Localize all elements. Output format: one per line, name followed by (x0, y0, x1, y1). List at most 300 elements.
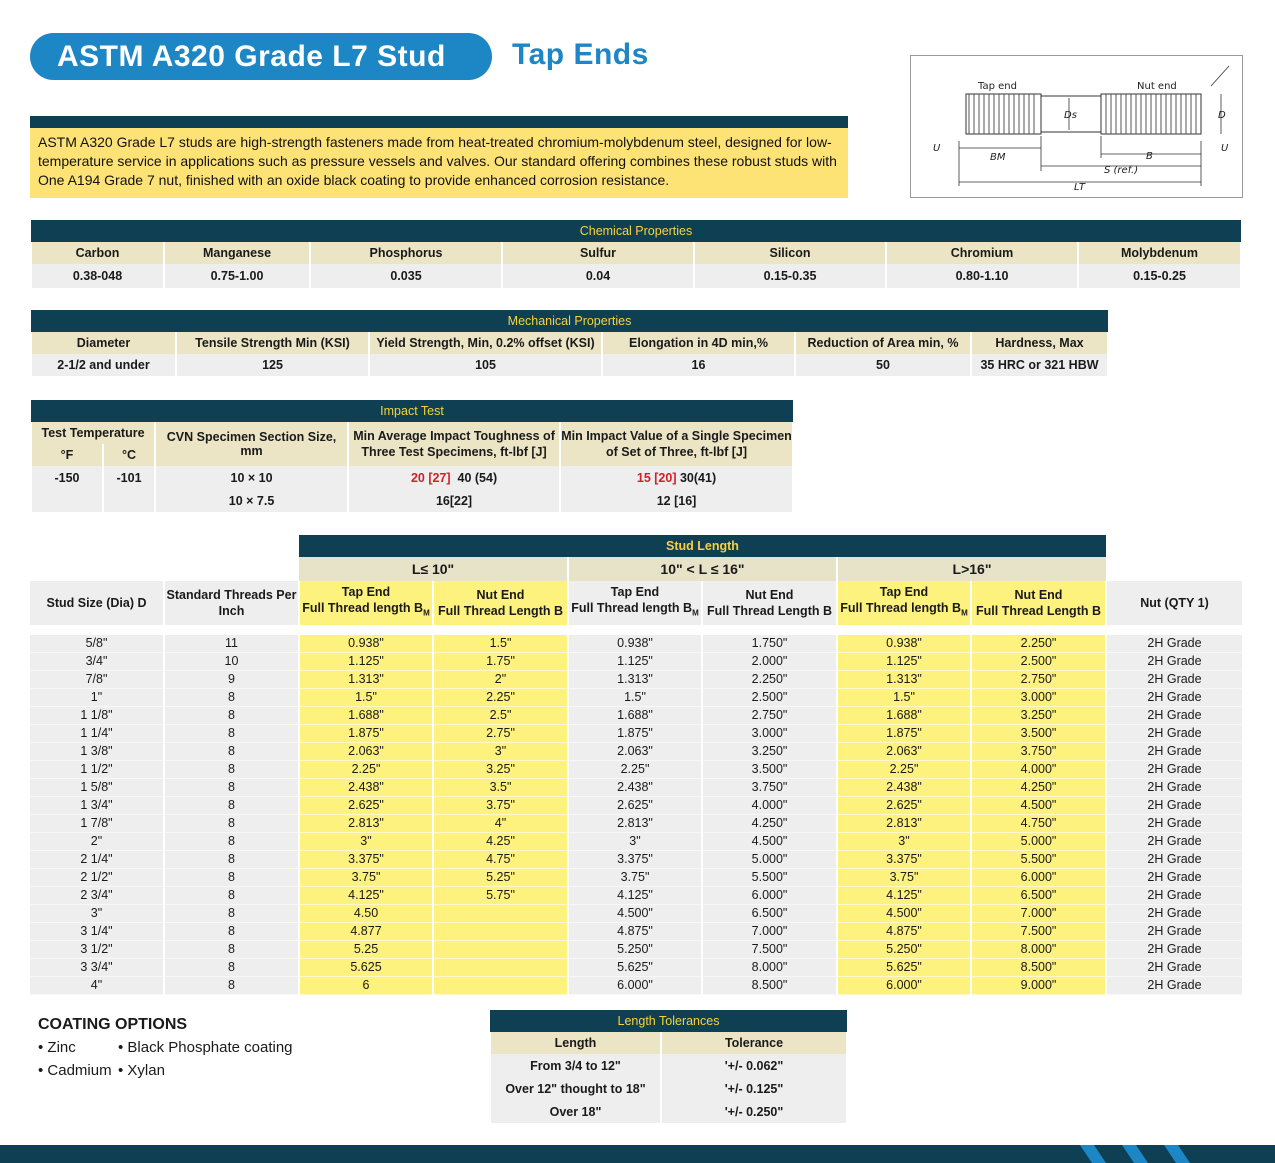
impact-size: 10 × 7.5 (155, 490, 348, 512)
impact-table (30, 400, 794, 512)
tol-value: '+/- 0.125" (661, 1077, 847, 1100)
stud-cell: 8 (164, 977, 299, 995)
stud-cell: 4" (433, 815, 568, 833)
stud-cell: 2.250" (702, 671, 837, 689)
tap-label: Tap End (879, 585, 929, 600)
stud-cell: 3" (837, 833, 971, 851)
stud-cell: 4.000" (971, 761, 1106, 779)
d-label: D (1218, 110, 1226, 121)
stud-cell: 2.000" (702, 653, 837, 671)
stud-cell: 2H Grade (1106, 653, 1242, 671)
chem-header: Chromium (886, 242, 1078, 264)
page-title: ASTM A320 Grade L7 Stud (30, 33, 492, 80)
tap-end-header (568, 581, 702, 625)
tol-length: Over 12" thought to 18" (490, 1077, 661, 1100)
f-header: °F (31, 444, 103, 466)
tap-end-label: Tap end (978, 81, 1017, 92)
stud-cell: 1.688" (568, 707, 702, 725)
stud-cell: 2H Grade (1106, 689, 1242, 707)
stud-cell: 2 3/4" (30, 887, 164, 905)
stud-cell: 3.75" (299, 869, 433, 887)
mech-header: Diameter (31, 332, 176, 354)
stud-cell: 3.5" (433, 779, 568, 797)
stud-cell: 2.438" (568, 779, 702, 797)
stud-cell: 2.063" (837, 743, 971, 761)
nut-end-header (971, 581, 1106, 625)
stud-cell: 3.75" (837, 869, 971, 887)
blank-cell (30, 535, 299, 557)
stud-cell: 5.625" (837, 959, 971, 977)
stud-cell: 1" (30, 689, 164, 707)
stud-cell: 5.250" (837, 941, 971, 959)
stud-cell: 4.877 (299, 923, 433, 941)
stud-cell: 2.625" (299, 797, 433, 815)
stud-cell: 2.25" (433, 689, 568, 707)
nut-end-header (433, 581, 568, 625)
stud-cell: 3.500" (702, 761, 837, 779)
mech-header: Hardness, Max (971, 332, 1108, 354)
chemical-title: Chemical Properties (579, 224, 693, 238)
stud-cell: 8 (164, 887, 299, 905)
tol-value: '+/- 0.062" (661, 1054, 847, 1077)
stud-cell: 7.000" (702, 923, 837, 941)
min-single-header: Min Impact Value of a Single Specimen of Set of Three, ft-lbf [J] (560, 422, 793, 466)
impact-empty (103, 490, 155, 512)
stud-cell: 0.938" (568, 635, 702, 653)
chem-value: 0.04 (502, 264, 694, 288)
stud-cell: 6.000" (568, 977, 702, 995)
stud-cell: 3 1/4" (30, 923, 164, 941)
mech-value: 16 (602, 354, 795, 376)
mech-value: 35 HRC or 321 HBW (971, 354, 1108, 376)
lt-label: LT (1074, 182, 1086, 193)
stud-cell: 3.75" (433, 797, 568, 815)
stud-cell: 5.75" (433, 887, 568, 905)
tap-label: Tap End (610, 585, 660, 600)
stud-cell: 0.938" (299, 635, 433, 653)
stud-cell: 1.5" (299, 689, 433, 707)
stud-cell: 8 (164, 725, 299, 743)
tol-length: Over 18" (490, 1100, 661, 1123)
stud-cell: 1 1/8" (30, 707, 164, 725)
stud-cell: 1.313" (568, 671, 702, 689)
stud-cell: 2H Grade (1106, 959, 1242, 977)
stud-cell: 5.000" (971, 833, 1106, 851)
chem-header: Phosphorus (310, 242, 502, 264)
stud-cell: 2H Grade (1106, 977, 1242, 995)
stud-cell: 4.75" (433, 851, 568, 869)
stud-cell: 9 (164, 671, 299, 689)
group-header: L≤ 10" (299, 557, 568, 581)
table-row (30, 923, 1242, 941)
stud-cell: 8 (164, 941, 299, 959)
stud-cell: 1.688" (299, 707, 433, 725)
u-left-label: U (933, 143, 941, 154)
chem-value: 0.15-0.35 (694, 264, 886, 288)
test-temp-header: Test Temperature (31, 422, 155, 444)
stud-cell: 2.813" (299, 815, 433, 833)
stud-title: Stud Length (299, 535, 1106, 557)
tap-subscript: M (961, 608, 968, 618)
mechanical-table (30, 310, 1109, 376)
stud-cell: 3.375" (568, 851, 702, 869)
ds-label: Ds (1064, 110, 1077, 121)
stud-cell: 4.125" (837, 887, 971, 905)
stud-cell: 2" (433, 671, 568, 689)
table-row (30, 743, 1242, 761)
stud-cell: 3.25" (433, 761, 568, 779)
stud-cell: 5.000" (702, 851, 837, 869)
stud-cell: 3" (568, 833, 702, 851)
stud-cell: 1 1/4" (30, 725, 164, 743)
nut-sub-label: Full Thread Length B (976, 604, 1101, 618)
stud-cell: 1 3/4" (30, 797, 164, 815)
stud-cell: 2H Grade (1106, 923, 1242, 941)
mech-value: 50 (795, 354, 971, 376)
stud-cell: 2.625" (837, 797, 971, 815)
stud-cell: 2H Grade (1106, 743, 1242, 761)
stud-cell: 1.5" (568, 689, 702, 707)
stud-cell: 6.500" (702, 905, 837, 923)
nut-sub-label: Full Thread Length B (707, 604, 832, 618)
table-row (30, 797, 1242, 815)
stud-cell: 2.813" (837, 815, 971, 833)
stud-cell: 3" (433, 743, 568, 761)
stud-cell: 2.5" (433, 707, 568, 725)
stud-cell: 1 5/8" (30, 779, 164, 797)
tap-end-header (299, 581, 433, 625)
coating-item: • Cadmium (38, 1062, 112, 1079)
chevron-icon (1080, 1145, 1210, 1163)
stud-cell: 8 (164, 905, 299, 923)
stud-cell: 2.625" (568, 797, 702, 815)
stud-cell: 4.50 (299, 905, 433, 923)
stud-cell: 5.500" (971, 851, 1106, 869)
stud-cell: 2.063" (568, 743, 702, 761)
stud-cell: 5.25" (433, 869, 568, 887)
footer-bar (0, 1145, 1275, 1163)
stud-cell: 8.000" (971, 941, 1106, 959)
coating-item: • Xylan (118, 1062, 165, 1079)
coating-item: • Black Phosphate coating (118, 1039, 293, 1056)
nut-end-label: Nut end (1137, 81, 1177, 92)
tol-value: '+/- 0.250" (661, 1100, 847, 1123)
nut-end-header (702, 581, 837, 625)
stud-cell: 7.500" (971, 923, 1106, 941)
stud-cell: 4.500" (971, 797, 1106, 815)
stud-cell: 2H Grade (1106, 797, 1242, 815)
chem-header: Molybdenum (1078, 242, 1241, 264)
coating-options (38, 1013, 293, 1082)
stud-cell: 11 (164, 635, 299, 653)
stud-cell: 3" (30, 905, 164, 923)
tol-header: Length (490, 1032, 661, 1054)
table-row (30, 779, 1242, 797)
stud-cell: 1.750" (702, 635, 837, 653)
stud-cell: 2.438" (299, 779, 433, 797)
stud-cell: 2H Grade (1106, 905, 1242, 923)
stud-cell: 8.500" (971, 959, 1106, 977)
tol-length: From 3/4 to 12" (490, 1054, 661, 1077)
stud-cell: 1.313" (837, 671, 971, 689)
stud-cell: 8 (164, 689, 299, 707)
chem-value: 0.15-0.25 (1078, 264, 1241, 288)
nut-label: Nut End (476, 588, 525, 602)
stud-cell: 2 1/4" (30, 851, 164, 869)
table-row (30, 941, 1242, 959)
stud-diagram (910, 55, 1243, 198)
table-row (30, 815, 1242, 833)
group-header: 10" < L ≤ 16" (568, 557, 837, 581)
stud-cell: 8.500" (702, 977, 837, 995)
stud-cell: 1.75" (433, 653, 568, 671)
tap-sub-label: Full Thread length B (302, 601, 424, 616)
c-header: °C (103, 444, 155, 466)
stud-cell: 1.5" (837, 689, 971, 707)
stud-cell (433, 977, 568, 995)
stud-cell: 2H Grade (1106, 761, 1242, 779)
stud-cell: 2H Grade (1106, 725, 1242, 743)
stud-cell: 5.250" (568, 941, 702, 959)
stud-cell: 6.500" (971, 887, 1106, 905)
stud-cell: 8 (164, 869, 299, 887)
tap-label: Tap End (341, 585, 391, 600)
stud-cell: 1.125" (837, 653, 971, 671)
stud-cell: 2H Grade (1106, 869, 1242, 887)
stud-cell: 6 (299, 977, 433, 995)
stud-drawing (911, 56, 1242, 197)
stud-cell: 8 (164, 707, 299, 725)
table-row (30, 959, 1242, 977)
stud-cell: 2H Grade (1106, 833, 1242, 851)
stud-cell: 5/8" (30, 635, 164, 653)
stud-cell: 2.438" (837, 779, 971, 797)
stud-cell: 8 (164, 815, 299, 833)
stud-cell: 4.000" (702, 797, 837, 815)
tap-sub-label: Full Thread length B (571, 601, 693, 616)
stud-cell: 4.750" (971, 815, 1106, 833)
blank-cell (30, 557, 299, 581)
stud-cell: 2.25" (299, 761, 433, 779)
stud-cell: 8 (164, 923, 299, 941)
stud-cell: 4.500" (837, 905, 971, 923)
description: ASTM A320 Grade L7 studs are high-strength fasteners made from heat-treated chromium-molybdenum steel, designed for low-temperature service in applications such as pressure vessels and valves. Our standard offering combines these robust studs with One A194 Grade 7 nut, finished with an oxide black coating to provide enhanced corrosion resistance. (30, 128, 848, 198)
blank-cell (1106, 557, 1242, 581)
stud-cell: 8 (164, 761, 299, 779)
table-row (30, 977, 1242, 995)
stud-cell: 1 7/8" (30, 815, 164, 833)
stud-cell: 5.625" (568, 959, 702, 977)
impact-size: 10 × 10 (155, 466, 348, 490)
stud-cell: 4.875" (568, 923, 702, 941)
stud-cell: 3.000" (971, 689, 1106, 707)
stud-cell: 8 (164, 743, 299, 761)
stud-cell (433, 959, 568, 977)
stud-cell: 2.063" (299, 743, 433, 761)
tap-subscript: M (423, 608, 430, 618)
table-row (30, 707, 1242, 725)
stud-cell: 3.000" (702, 725, 837, 743)
page-subtitle: Tap Ends (512, 38, 649, 71)
impact-empty (31, 490, 103, 512)
stud-cell: 9.000" (971, 977, 1106, 995)
impact-avg (348, 466, 560, 490)
chem-header: Silicon (694, 242, 886, 264)
stud-cell: 5.625 (299, 959, 433, 977)
stud-cell: 7.000" (971, 905, 1106, 923)
stud-cell: 3.375" (299, 851, 433, 869)
stud-cell: 2.750" (702, 707, 837, 725)
chem-value: 0.035 (310, 264, 502, 288)
stud-cell (433, 923, 568, 941)
col-threads-header: Standard Threads Per Inch (164, 581, 299, 625)
stud-cell: 1.688" (837, 707, 971, 725)
stud-cell: 7/8" (30, 671, 164, 689)
table-row (30, 689, 1242, 707)
stud-cell: 4.25" (433, 833, 568, 851)
stud-cell: 2.813" (568, 815, 702, 833)
stud-cell: 3 1/2" (30, 941, 164, 959)
stud-cell: 3.75" (568, 869, 702, 887)
tap-subscript: M (692, 608, 699, 618)
impact-avg: 16[22] (348, 490, 560, 512)
chem-header: Manganese (164, 242, 310, 264)
stud-cell: 2H Grade (1106, 635, 1242, 653)
nut-label: Nut End (745, 588, 794, 602)
table-row (30, 905, 1242, 923)
chemical-table (30, 220, 1242, 288)
stud-cell: 10 (164, 653, 299, 671)
mech-header: Yield Strength, Min, 0.2% offset (KSI) (369, 332, 602, 354)
stud-cell: 7.500" (702, 941, 837, 959)
stud-cell: 3/4" (30, 653, 164, 671)
impact-f: -150 (31, 466, 103, 490)
spacer-row (30, 625, 1242, 635)
impact-single: 12 [16] (560, 490, 793, 512)
chem-value: 0.80-1.10 (886, 264, 1078, 288)
stud-cell: 2.25" (568, 761, 702, 779)
tap-end-header (837, 581, 971, 625)
chem-header: Sulfur (502, 242, 694, 264)
bm-label: BM (990, 152, 1006, 163)
stud-cell: 4.875" (837, 923, 971, 941)
stud-cell: 8.000" (702, 959, 837, 977)
stud-cell: 2.500" (971, 653, 1106, 671)
stud-cell: 2H Grade (1106, 887, 1242, 905)
stud-cell: 6.000" (971, 869, 1106, 887)
stud-cell: 4.250" (702, 815, 837, 833)
s-label: S (ref.) (1104, 165, 1139, 176)
stud-cell: 2.750" (971, 671, 1106, 689)
b-label: B (1146, 151, 1153, 162)
stud-cell: 5.25 (299, 941, 433, 959)
chem-value: 0.75-1.00 (164, 264, 310, 288)
mech-value: 125 (176, 354, 369, 376)
stud-cell: 1.5" (433, 635, 568, 653)
stud-cell: 2H Grade (1106, 779, 1242, 797)
blank-cell (1106, 535, 1242, 557)
u-right-label: U (1221, 143, 1229, 154)
stud-cell: 6.000" (837, 977, 971, 995)
stud-cell (433, 941, 568, 959)
stud-cell (433, 905, 568, 923)
stud-cell: 2H Grade (1106, 851, 1242, 869)
stud-cell: 2H Grade (1106, 941, 1242, 959)
nut-label: Nut End (1014, 588, 1063, 602)
stud-cell: 4.500" (568, 905, 702, 923)
coating-item: • Zinc (38, 1039, 76, 1056)
stud-cell: 2.75" (433, 725, 568, 743)
stud-cell: 2.500" (702, 689, 837, 707)
tol-header: Tolerance (661, 1032, 847, 1054)
stud-cell: 1 3/8" (30, 743, 164, 761)
stud-cell: 1 1/2" (30, 761, 164, 779)
table-row (30, 869, 1242, 887)
table-row (30, 851, 1242, 869)
stud-cell: 5.500" (702, 869, 837, 887)
stud-cell: 8 (164, 779, 299, 797)
tolerance-title: Length Tolerances (617, 1014, 720, 1028)
table-row (30, 653, 1242, 671)
table-row (30, 761, 1242, 779)
stud-cell: 8 (164, 797, 299, 815)
stud-cell: 3.750" (702, 779, 837, 797)
impact-single (560, 466, 793, 490)
stud-cell: 3" (299, 833, 433, 851)
stud-cell: 8 (164, 851, 299, 869)
impact-single-metric: 15 [20] (636, 471, 677, 485)
stud-cell: 1.875" (299, 725, 433, 743)
table-row (30, 833, 1242, 851)
col-nut-header: Nut (QTY 1) (1106, 581, 1242, 625)
impact-avg-metric: 20 [27] (410, 471, 451, 485)
impact-avg-value: 40 (54) (457, 471, 498, 485)
mech-header: Tensile Strength Min (KSI) (176, 332, 369, 354)
stud-rows (30, 635, 1242, 995)
stud-cell: 3.250" (702, 743, 837, 761)
mech-header: Reduction of Area min, % (795, 332, 971, 354)
stud-cell: 6.000" (702, 887, 837, 905)
chem-header: Carbon (31, 242, 164, 264)
tolerance-table (489, 1010, 848, 1123)
chem-value: 0.38-048 (31, 264, 164, 288)
stud-cell: 1.125" (568, 653, 702, 671)
stud-cell: 2" (30, 833, 164, 851)
mech-header: Elongation in 4D min,% (602, 332, 795, 354)
impact-c: -101 (103, 466, 155, 490)
stud-cell: 4.125" (568, 887, 702, 905)
stud-cell: 3.375" (837, 851, 971, 869)
impact-single-value: 30(41) (679, 471, 717, 485)
mechanical-title: Mechanical Properties (507, 314, 632, 328)
min-avg-header: Min Average Impact Toughness of Three Test Specimens, ft-lbf [J] (348, 422, 560, 466)
description-bar (30, 116, 848, 128)
stud-cell: 3 3/4" (30, 959, 164, 977)
coating-title: COATING OPTIONS (38, 1016, 188, 1033)
stud-cell: 4.125" (299, 887, 433, 905)
stud-cell: 8 (164, 959, 299, 977)
nut-sub-label: Full Thread Length B (438, 604, 563, 618)
stud-cell: 4.500" (702, 833, 837, 851)
stud-cell: 2H Grade (1106, 671, 1242, 689)
stud-cell: 2.250" (971, 635, 1106, 653)
stud-cell: 4" (30, 977, 164, 995)
table-row (30, 887, 1242, 905)
stud-cell: 2.25" (837, 761, 971, 779)
stud-cell: 1.313" (299, 671, 433, 689)
mech-value: 105 (369, 354, 602, 376)
stud-cell: 2H Grade (1106, 707, 1242, 725)
